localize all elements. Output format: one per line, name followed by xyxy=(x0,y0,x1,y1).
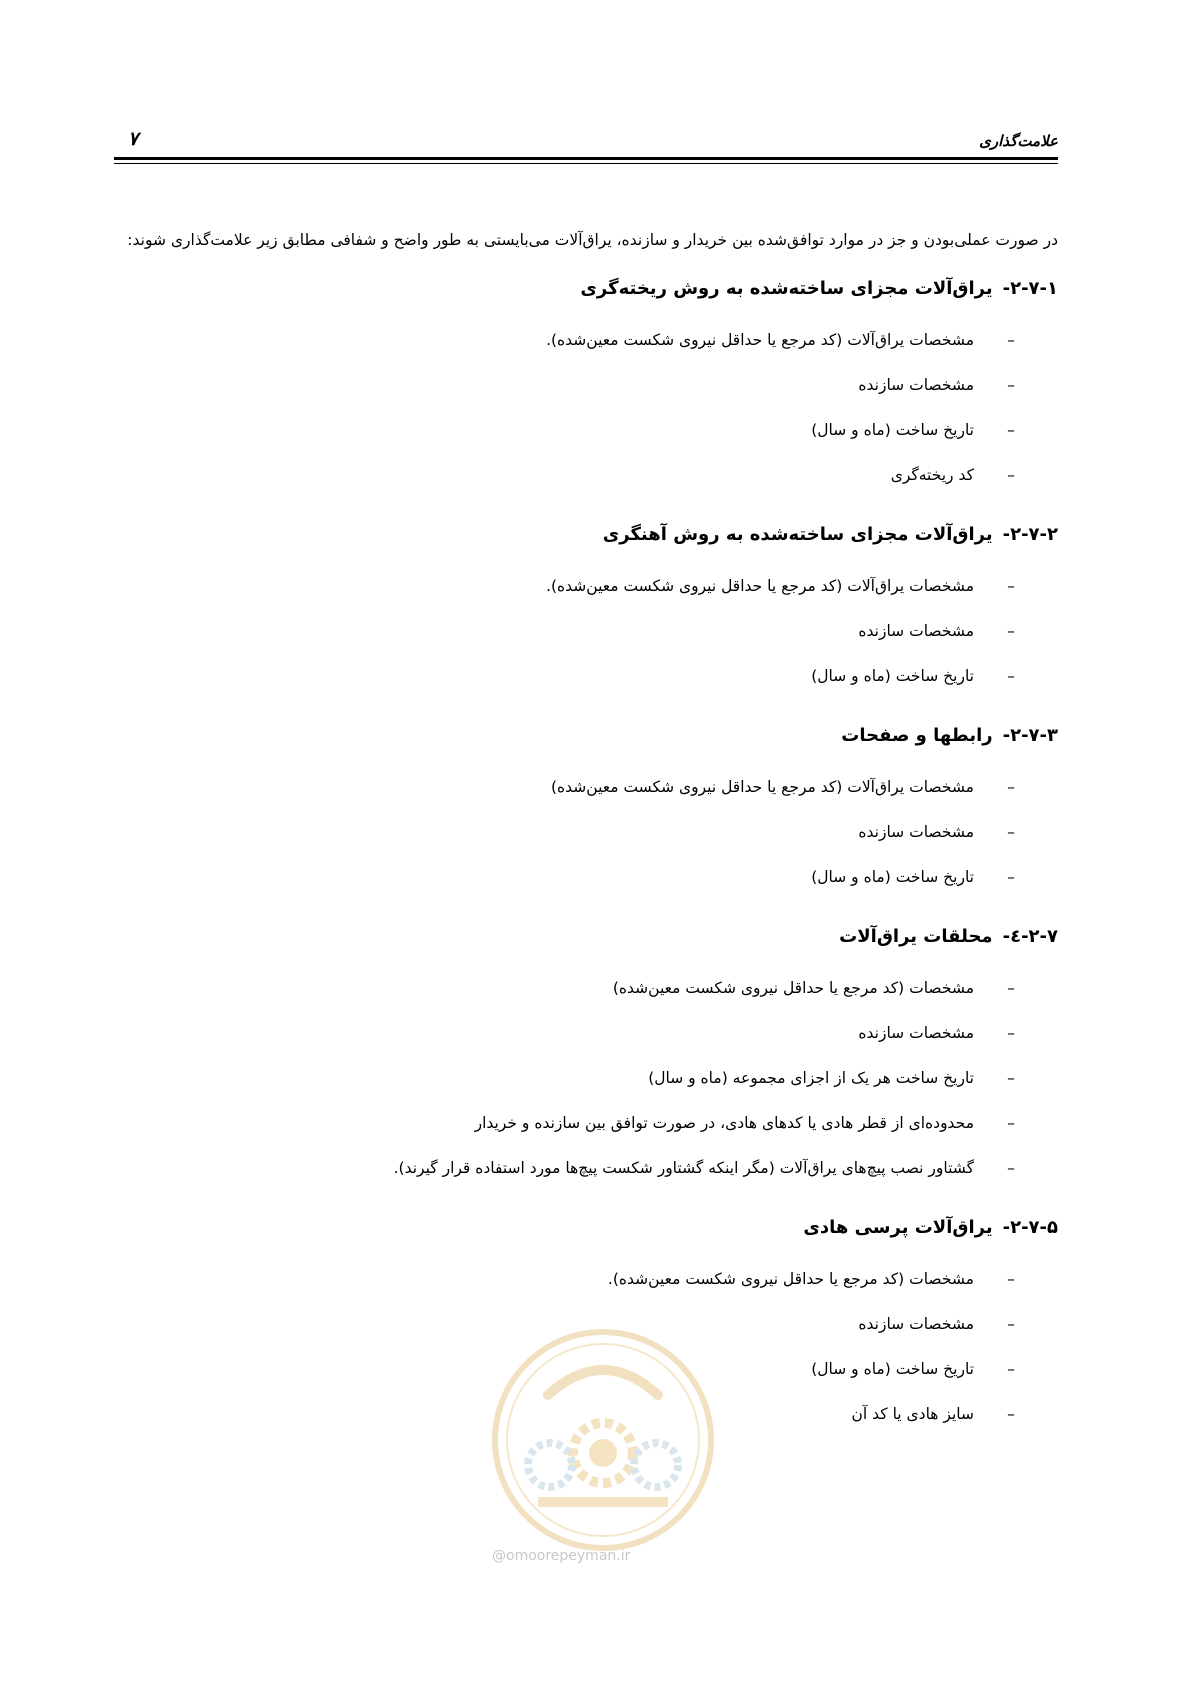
list-item xyxy=(114,1056,1058,1101)
list-item xyxy=(114,1101,1058,1146)
list-dash-marker: – xyxy=(1007,667,1015,685)
list-dash-marker: – xyxy=(1007,1069,1015,1087)
section-title: یراق‌آلات مجزای ساخته‌شده به روش ریخته‌گری xyxy=(580,278,993,299)
list-item-text: مشخصات (کد مرجع یا حداقل نیروی شکست معین‌شده) xyxy=(612,979,974,997)
list-item xyxy=(114,1257,1058,1302)
section-number: ۲-۷-٤- xyxy=(1002,926,1058,947)
list-dash-marker: – xyxy=(1007,1159,1015,1177)
section-number: ۲-۷-۱- xyxy=(1002,278,1058,299)
list-dash-marker: – xyxy=(1007,466,1015,484)
section-title: محلقات یراق‌آلات xyxy=(839,926,993,947)
list-item-text: مشخصات سازنده xyxy=(858,622,974,640)
omoore-peyman-seal-icon xyxy=(488,1325,718,1555)
list-dash-marker: – xyxy=(1007,1024,1015,1042)
list-dash-marker: – xyxy=(1007,979,1015,997)
section-number: ۲-۷-۵- xyxy=(1002,1217,1058,1238)
list-item xyxy=(114,810,1058,855)
section xyxy=(114,274,1058,498)
section xyxy=(114,520,1058,699)
list-item xyxy=(114,408,1058,453)
section-number: ۲-۷-۳- xyxy=(1002,725,1058,746)
bullet-list xyxy=(114,966,1058,1191)
list-dash-marker: – xyxy=(1007,1405,1015,1423)
list-dash-marker: – xyxy=(1007,622,1015,640)
list-item-text: گشتاور نصب پیچ‌های یراق‌آلات (مگر اینکه گشتاور شکست پیچ‌ها مورد استفاده قرار گیرند). xyxy=(393,1159,974,1177)
list-dash-marker: – xyxy=(1007,1270,1015,1288)
list-dash-marker: – xyxy=(1007,376,1015,394)
list-item-text: مشخصات سازنده xyxy=(858,376,974,394)
intro-paragraph: در صورت عملی‌بودن و جز در موارد توافق‌شده بین خریدار و سازنده، یراق‌آلات می‌بایستی به طور واضح و شفافی مطابق زیر علامت‌گذاری شوند: xyxy=(127,231,1058,249)
bullet-list xyxy=(114,318,1058,498)
section-heading xyxy=(114,1213,1058,1243)
list-item-text: مشخصات سازنده xyxy=(858,1024,974,1042)
watermark-url: @omoorepeyman.ir xyxy=(492,1548,631,1564)
list-item-text: سایز هادی یا کد آن xyxy=(851,1405,974,1423)
list-dash-marker: – xyxy=(1007,1315,1015,1333)
list-item-text: مشخصات سازنده xyxy=(858,1315,974,1333)
bullet-list xyxy=(114,564,1058,699)
list-dash-marker: – xyxy=(1007,868,1015,886)
header-rule-thick xyxy=(114,157,1058,160)
list-item-text: محدوده‌ای از قطر هادی یا کدهای هادی، در صورت توافق بین سازنده و خریدار xyxy=(474,1114,974,1132)
section-heading xyxy=(114,922,1058,952)
section-heading xyxy=(114,274,1058,304)
list-dash-marker: – xyxy=(1007,577,1015,595)
list-item-text: تاریخ ساخت (ماه و سال) xyxy=(811,421,974,439)
section-title: رابطها و صفحات xyxy=(841,725,993,746)
list-item xyxy=(114,453,1058,498)
list-item xyxy=(114,966,1058,1011)
list-item-text: مشخصات (کد مرجع یا حداقل نیروی شکست معین‌شده). xyxy=(607,1270,974,1288)
list-item-text: کد ریخته‌گری xyxy=(890,466,974,484)
sections-container xyxy=(114,274,1058,1437)
list-item-text: تاریخ ساخت هر یک از اجزای مجموعه (ماه و سال) xyxy=(648,1069,974,1087)
list-item-text: مشخصات یراق‌آلات (کد مرجع یا حداقل نیروی شکست معین‌شده). xyxy=(546,331,974,349)
list-item xyxy=(114,1011,1058,1056)
list-dash-marker: – xyxy=(1007,778,1015,796)
list-item xyxy=(114,609,1058,654)
section-heading xyxy=(114,721,1058,751)
list-item-text: تاریخ ساخت (ماه و سال) xyxy=(811,667,974,685)
page-number: ۷ xyxy=(128,128,139,150)
list-item-text: مشخصات سازنده xyxy=(858,823,974,841)
bullet-list xyxy=(114,765,1058,900)
list-dash-marker: – xyxy=(1007,421,1015,439)
section-heading xyxy=(114,520,1058,550)
section xyxy=(114,922,1058,1191)
list-item xyxy=(114,363,1058,408)
list-dash-marker: – xyxy=(1007,823,1015,841)
list-dash-marker: – xyxy=(1007,331,1015,349)
header-rule-thin xyxy=(114,163,1058,164)
list-item xyxy=(114,1146,1058,1191)
list-dash-marker: – xyxy=(1007,1360,1015,1378)
section xyxy=(114,721,1058,900)
section-number: ۲-۷-۲- xyxy=(1002,524,1058,545)
section-title: یراق‌آلات مجزای ساخته‌شده به روش آهنگری xyxy=(602,524,993,545)
list-item-text: تاریخ ساخت (ماه و سال) xyxy=(811,1360,974,1378)
list-dash-marker: – xyxy=(1007,1114,1015,1132)
section-title: یراق‌آلات پرسی هادی xyxy=(803,1217,993,1238)
list-item xyxy=(114,654,1058,699)
list-item xyxy=(114,564,1058,609)
list-item-text: مشخصات یراق‌آلات (کد مرجع یا حداقل نیروی شکست معین‌شده). xyxy=(546,577,974,595)
list-item xyxy=(114,855,1058,900)
list-item-text: مشخصات یراق‌آلات (کد مرجع یا حداقل نیروی شکست معین‌شده) xyxy=(550,778,974,796)
list-item-text: تاریخ ساخت (ماه و سال) xyxy=(811,868,974,886)
running-title: علامت‌گذاری xyxy=(979,132,1058,150)
body-content xyxy=(114,218,1058,1459)
list-item xyxy=(114,318,1058,363)
list-item xyxy=(114,765,1058,810)
page-header xyxy=(114,128,1058,168)
